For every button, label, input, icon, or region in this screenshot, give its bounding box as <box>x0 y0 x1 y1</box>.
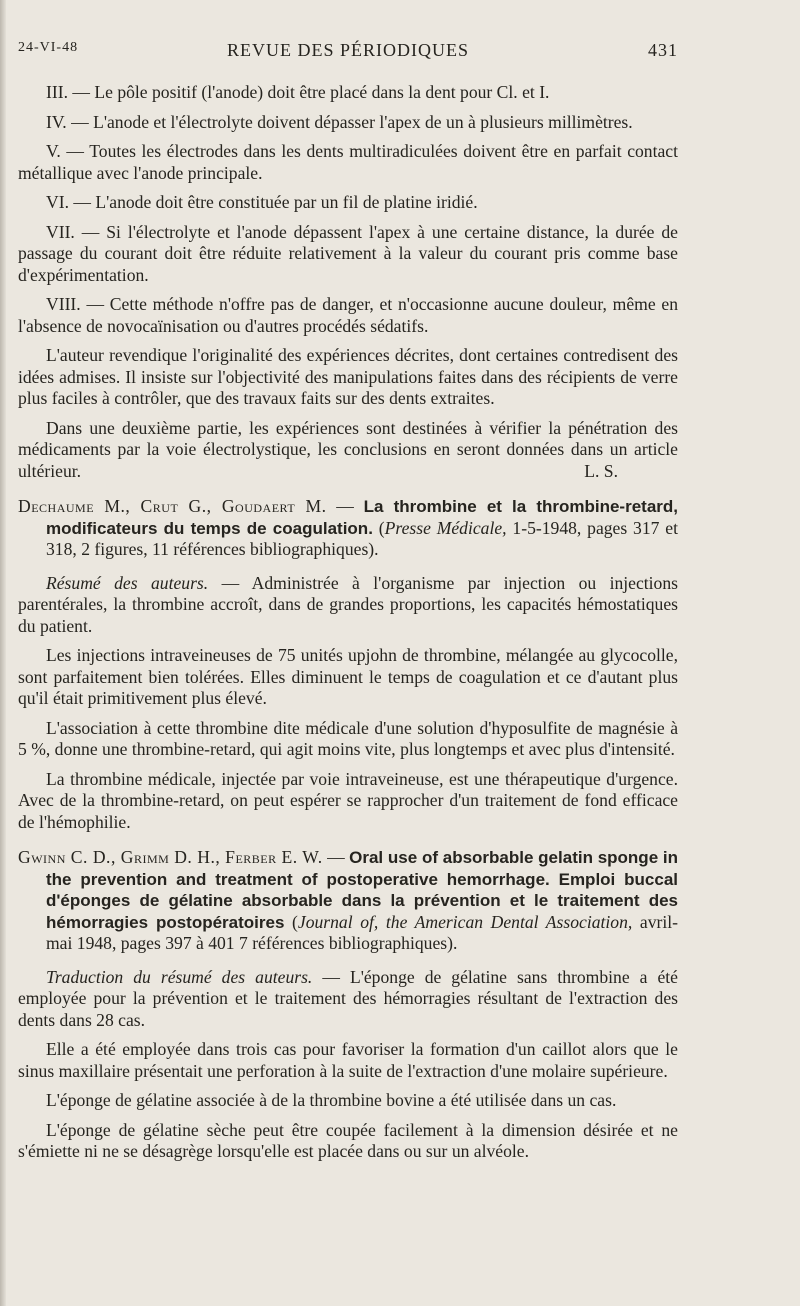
running-header <box>18 40 678 68</box>
paragraph: Les injections intraveineuses de 75 unités upjohn de thrombine, mélangée au glycocolle, sont parfaitement bien tolérées. Elles diminuent le temps de coagulation et ce d'autant plus qu'il était primitivement plus élevé. <box>18 645 678 708</box>
summary-label: Résumé des auteurs. <box>46 572 209 593</box>
page-number: 431 <box>648 40 678 60</box>
summary-text: L'éponge de gélatine sans thrombine a été employée pour la prévention et le traitement des hémorragies résultant de l'extraction des dents dans 28 cas. <box>18 966 678 1030</box>
summary-label: Traduction du résumé des auteurs. <box>46 966 313 987</box>
article-reference-2: Gwinn C. D., Grimm D. H., Ferber E. W. — Oral use of absorbable gelatin sponge in the prevention and treatment of postoperative hemorrhage. Emploi buccal d'éponges de gélatine absorbable dans la prévention et le traitement des hémorragies postopératoires (Journal of, the American Dental Association, avril-mai 1948, pages 397 à 401 7 références bibliographiques). <box>18 847 679 953</box>
article-reference-1: Dechaume M., Crut G., Goudaert M. — La thrombine et la thrombine-retard, modificateurs du temps de coagulation. (Presse Médicale, 1-5-1948, pages 317 et 318, 2 figures, 11 références bibliographiques). <box>18 496 679 559</box>
paragraph: La thrombine médicale, injectée par voie intraveineuse, est une thérapeutique d'urgence. Avec de la thrombine-retard, on peut espérer se rapprocher d'un traitement de fond efficace de l'hémophilie. <box>18 768 678 832</box>
page-edge <box>0 0 6 1306</box>
article-journal: Presse Médicale, <box>384 517 507 538</box>
summary-paragraph: Résumé des auteurs. — Administrée à l'organisme par injection ou injections parentérales, la thrombine accroît, dans de grandes proportions, les capacités hémostatiques du patient. <box>18 572 678 636</box>
reviewer-signature: L. S. <box>584 460 618 481</box>
page-content <box>18 82 678 1171</box>
paragraph: L'association à cette thrombine dite médicale d'une solution d'hyposulfite de magnésie à 5 %, donne une thrombine-retard, qui agit moins vite, plus longtemps et avec plus d'intensité. <box>18 717 678 759</box>
paragraph: III. — Le pôle positif (l'anode) doit être placé dans la dent pour Cl. et I. <box>46 82 550 102</box>
article-authors: Gwinn C. D., Grimm D. H., Ferber E. W. <box>18 847 323 867</box>
article-journal: Journal of, the American Dental Association, <box>297 911 633 932</box>
paragraph: IV. — L'anode et l'électrolyte doivent dépasser l'apex de un à plusieurs millimètres. <box>46 111 633 132</box>
journal-title: REVUE DES PÉRIODIQUES <box>226 40 469 60</box>
paragraph-with-signature <box>18 418 678 483</box>
summary-paragraph: Traduction du résumé des auteurs. — L'éponge de gélatine sans thrombine a été employée pour la prévention et le traitement des hémorragies résultant de l'extraction des dents dans 28 cas. <box>18 966 678 1030</box>
paragraph-text: Dans une deuxième partie, les expériences sont destinées à vérifier la pénétration des médicaments par la voie électrolystique, les conclusions en seront données dans un article ultérieur. <box>18 417 678 481</box>
paragraph: VII. — Si l'électrolyte et l'anode dépassent l'apex à une certaine distance, la durée de passage du courant doit être réduite relativement à la valeur du courant pris comme base d'expérimentation. <box>18 221 678 285</box>
summary-text: Administrée à l'organisme par injection ou injections parentérales, la thrombine accroît, dans de grandes proportions, les capacités hémostatiques du patient. <box>18 572 678 636</box>
article-source-details: 1-5-1948, pages 317 et 318, 2 figures, 11 références bibliographiques). <box>46 517 678 559</box>
paragraph: L'éponge de gélatine sèche peut être coupée facilement à la dimension désirée et ne s'émiette ni ne se désagrège lorsqu'elle est placée dans ou sur un alvéole. <box>18 1119 678 1161</box>
header-date: 24-VI-48 <box>18 40 79 55</box>
paragraph: VIII. — Cette méthode n'offre pas de danger, et n'occasionne aucune douleur, même en l'absence de novocaïnisation ou d'autres procédés sédatifs. <box>18 294 678 336</box>
article-source-details: avril-mai 1948, pages 397 à 401 7 références bibliographiques). <box>46 911 678 953</box>
article-title: Oral use of absorbable gelatin sponge in the prevention and treatment of postoperative hemorrhage. Emploi buccal d'éponges de gélatine absorbable dans la prévention et le traitement des hémorragies postopératoires <box>46 848 679 932</box>
article-title: La thrombine et la thrombine-retard, modificateurs du temps de coagulation. <box>46 497 679 538</box>
paragraph: Elle a été employée dans trois cas pour favoriser la formation d'un caillot alors que le sinus maxillaire présentait une perforation à la suite de l'extraction d'une molaire supérieure. <box>18 1039 678 1081</box>
paragraph: L'éponge de gélatine associée à de la thrombine bovine a été utilisée dans un cas. <box>46 1090 617 1110</box>
paragraph: L'auteur revendique l'originalité des expériences décrites, dont certaines contredisent des idées admises. Il insiste sur l'objectivité des manipulations faites dans des récipients de verre plus faciles à contrôler, que des travaux faits sur des dents extraites. <box>18 345 678 408</box>
article-authors: Dechaume M., Crut G., Goudaert M. <box>18 496 327 516</box>
paragraph: VI. — L'anode doit être constituée par un fil de platine iridié. <box>46 192 478 212</box>
paragraph: V. — Toutes les électrodes dans les dents multiradiculées doivent être en parfait contact métallique avec l'anode principale. <box>18 141 678 183</box>
